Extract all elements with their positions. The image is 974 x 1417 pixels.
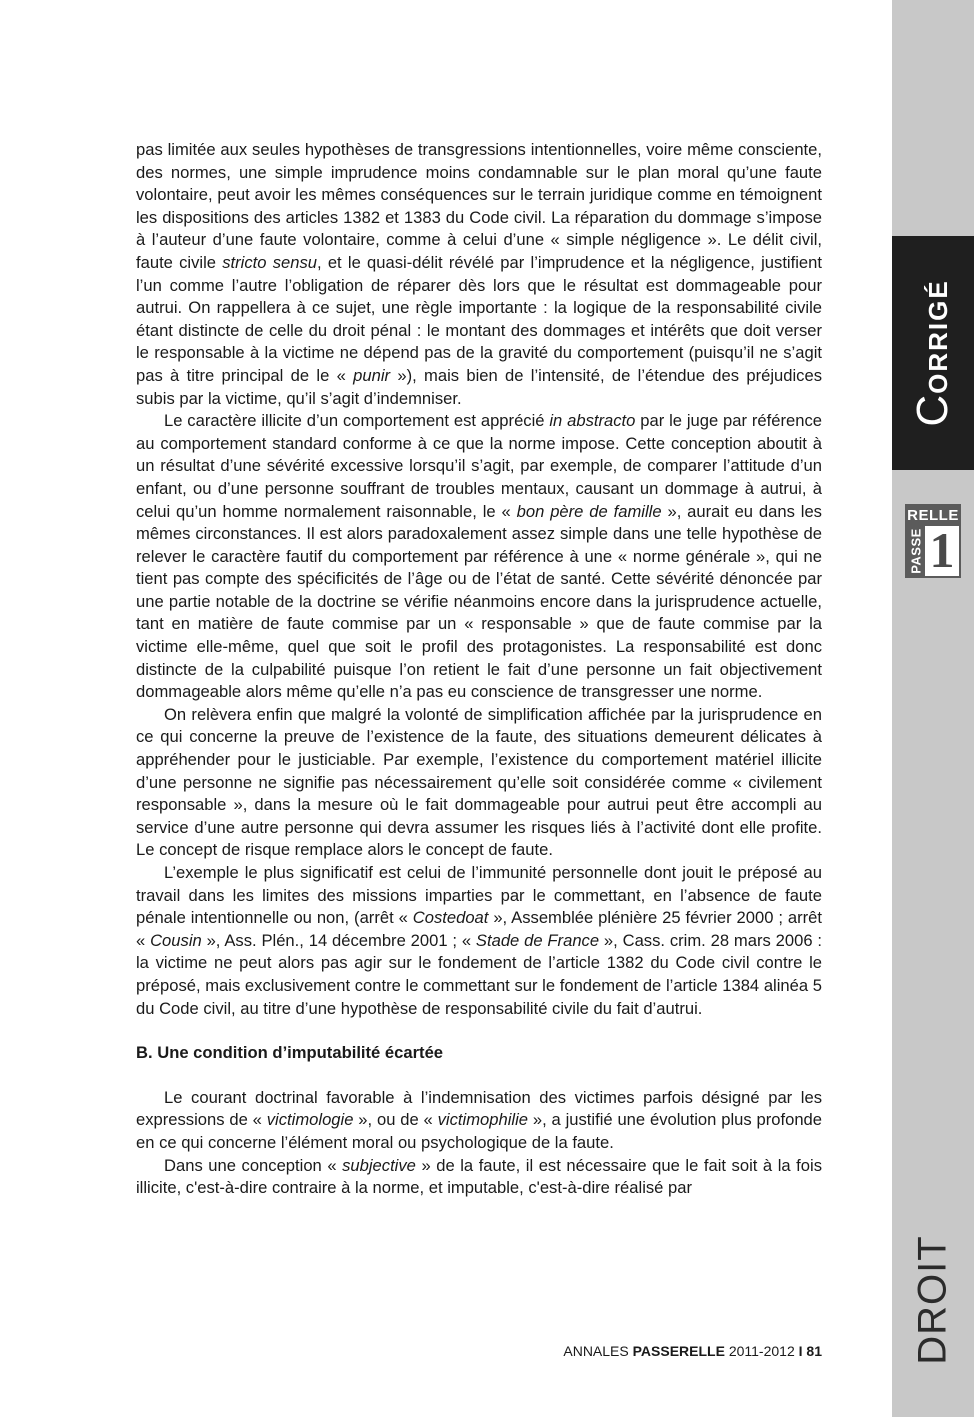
page-footer: ANNALES PASSERELLE 2011-2012 I 81: [563, 1343, 822, 1359]
logo-number: 1: [929, 522, 955, 578]
corrige-label: CORRIGÉ: [908, 279, 957, 427]
section-heading: B. Une condition d’imputabilité écartée: [136, 1043, 444, 1063]
paragraph: L’exemple le plus significatif est celui de l’immunité personnelle dont jouit le préposé au travail dans les limites des missions imparties par le commettant, en l’absence de faute pénale intentionnelle ou non, (arrêt « Costedoat », Assemblée plénière 25 février 2000 ; arrêt « Cousin », Ass. Plén., 14 décembre 2001 ; « Stade de France », Cass. crim. 28 mars 2006 : la victime ne peut alors pas agir sur le fondement de l’article 1382 du Code civil contre le préposé, mais exclusivement contre le commettant sur le fondement de l’article 1384 alinéa 5 du Code civil, au titre d’une hypothèse de responsabilité civile du fait d’autrui.: [136, 863, 823, 1018]
corrige-tab: [892, 236, 974, 470]
section-label: [892, 1210, 974, 1390]
logo-side-text: PASSE: [908, 528, 924, 574]
sidebar: [892, 0, 974, 1417]
logo-top-text: RELLE: [907, 507, 959, 524]
section-label-text: DROIT: [910, 1235, 955, 1365]
passerelle-logo: [905, 504, 961, 578]
article-body: [136, 139, 822, 1200]
page-number: I 81: [798, 1343, 822, 1359]
paragraph: pas limitée aux seules hypothèses de transgressions intentionnelles, voire même consciente, des normes, une simple imprudence moins condamnable sur le plan moral qu’une faute volontaire, peut avoir les mêmes conséquences sur le terrain juridique comme en témoignent les dispositions des articles 1382 et 1383 du Code civil. La réparation du dommage s’impose à l’auteur d’une faute volontaire, comme à celui d’une « simple négligence ». Le délit civil, faute civile stricto sensu, et le quasi-délit révélé par l’imprudence et la négligence, justifient l’un comme l’autre l’obligation de réparer dès lors que le résultat est dommageable pour autrui. On rappellera à ce sujet, une règle importante : la logique de la responsabilité civile étant distincte de celle du droit pénal : le montant des dommages et intérêts que doit verser le responsable à la victime ne dépend pas de la gravité du comportement (puisqu’il ne s’agit pas à titre principal de le « punir »), mais bien de l’intensité, de l’étendue des préjudices subis par la victime, qu’il s’agit d’indemniser.: [136, 140, 822, 408]
paragraph: Dans une conception « subjective » de la faute, il est nécessaire que le fait soit à la fois illicite, c'est-à-dire contraire à la norme, et imputable, c'est-à-dire réalisé par: [136, 1155, 822, 1198]
logo-side-band: [907, 526, 925, 576]
footer-brand: PASSERELLE: [632, 1343, 725, 1359]
paragraph: On relèvera enfin que malgré la volonté de simplification affichée par la jurisprudence en ce qui concerne la preuve de l’existence de la faute, des situations demeurent délicates à appréhender pour le justiciable. Par exemple, l’existence du comportement matériel illicite d’une personne ne signifie pas nécessairement qu’elle soit considérée comme « civilement responsable », dans la mesure où le fait dommageable pour autrui peut être accompli au service d’une autre personne qui devra assumer les risques liés à l’activité dont elle profite. Le concept de risque remplace alors le concept de faute.: [136, 704, 822, 860]
paragraph: Le caractère illicite d’un comportement est apprécié in abstracto par le juge par référence au comportement standard conforme à ce que la norme impose. Cette conception aboutit à un résultat d’une sévérité excessive lorsqu’il s’agit, par exemple, de comparer l’attitude d’un enfant, ou d’une personne souffrant de troubles mentaux, causant un dommage à autrui, à celui qu’un homme normalement raisonnable, le « bon père de famille », aurait eu dans les mêmes circonstances. Il est alors paradoxalement assez simple dans une telle hypothèse de relever le caractère fautif du comportement par référence à une « norme générale », qui ne tient pas compte des spécificités de l’âge ou de l’état de santé. Cette sévérité dénoncée par une partie notable de la doctrine se vérifie néanmoins encore dans la jurisprudence actuelle, tant en matière de faute commise par un « responsable » que de faute commise par la victime elle-même, quel que soit le profil des protagonistes. La responsabilité est donc distincte de la culpabilité puisque l’on retient le fait d’une personne un fait objectivement dommageable alors même qu’elle n’a pas eu conscience de transgresser une norme.: [136, 411, 822, 702]
paragraph: Le courant doctrinal favorable à l’indemnisation des victimes parfois désigné par les expressions de « victimologie », ou de « victimophilie », a justifié une évolution plus profonde en ce qui concerne l’élément moral ou psychologique de la faute.: [136, 1087, 823, 1152]
